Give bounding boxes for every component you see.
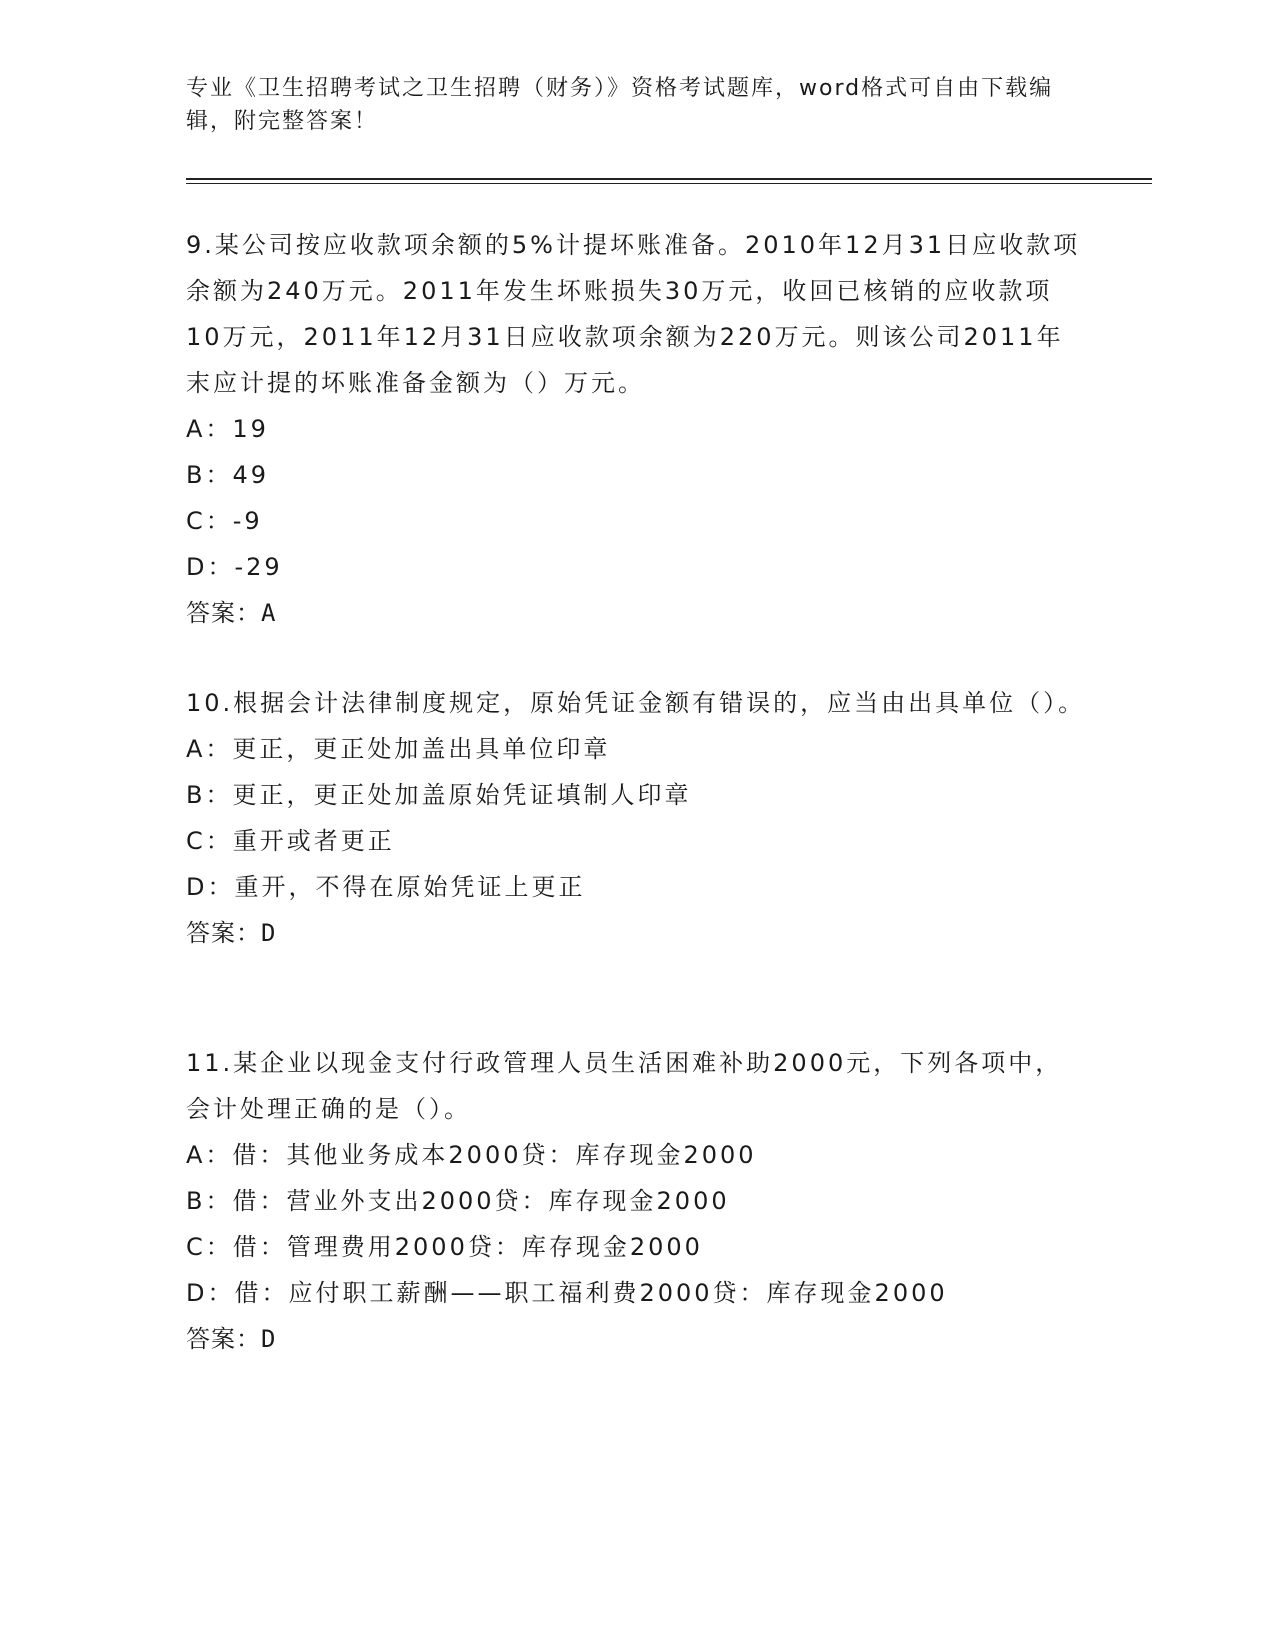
option-a: A：19 bbox=[186, 415, 269, 443]
option-d: D：-29 bbox=[186, 553, 283, 581]
option-a: A：借：其他业务成本2000贷：库存现金2000 bbox=[186, 1141, 757, 1169]
answer-line bbox=[186, 590, 1086, 636]
option-d: D：借：应付职工薪酬——职工福利费2000贷：库存现金2000 bbox=[186, 1279, 948, 1307]
answer-value: A bbox=[261, 599, 277, 627]
answer-label: 答案： bbox=[186, 1325, 261, 1353]
option-c: C：借：管理费用2000贷：库存现金2000 bbox=[186, 1233, 703, 1261]
answer-value: D bbox=[261, 1325, 277, 1353]
header-divider-thin bbox=[186, 183, 1152, 184]
document-header: 专业《卫生招聘考试之卫生招聘（财务）》资格考试题库，word格式可自由下载编辑，附完整答案！ bbox=[186, 76, 1054, 134]
question-stem: 11.某企业以现金支付行政管理人员生活困难补助2000元，下列各项中，会计处理正确的是（）。 bbox=[186, 1049, 1063, 1123]
option-b: B：49 bbox=[186, 461, 270, 489]
option-c: C：重开或者更正 bbox=[186, 827, 395, 855]
answer-value: D bbox=[261, 919, 277, 947]
header-divider bbox=[186, 178, 1152, 180]
answer-label: 答案： bbox=[186, 919, 261, 947]
question-stem: 9.某公司按应收款项余额的5%计提坏账准备。2010年12月31日应收款项余额为240万元。2011年发生坏账损失30万元，收回已核销的应收款项10万元，2011年12月31日应收款项余额为220万元。则该公司2011年末应计提的坏账准备金额为（）万元。 bbox=[186, 231, 1081, 397]
option-a: A：更正，更正处加盖出具单位印章 bbox=[186, 735, 611, 763]
answer-line bbox=[186, 910, 1086, 956]
question-block bbox=[186, 680, 1086, 956]
option-b: B：更正，更正处加盖原始凭证填制人印章 bbox=[186, 781, 692, 809]
option-b: B：借：营业外支出2000贷：库存现金2000 bbox=[186, 1187, 730, 1215]
question-stem: 10.根据会计法律制度规定，原始凭证金额有错误的，应当由出具单位（）。 bbox=[186, 689, 1086, 717]
answer-line bbox=[186, 1316, 1086, 1362]
question-block bbox=[186, 1040, 1086, 1362]
answer-label: 答案： bbox=[186, 599, 261, 627]
option-c: C：-9 bbox=[186, 507, 263, 535]
option-d: D：重开，不得在原始凭证上更正 bbox=[186, 873, 586, 901]
question-block bbox=[186, 222, 1086, 636]
